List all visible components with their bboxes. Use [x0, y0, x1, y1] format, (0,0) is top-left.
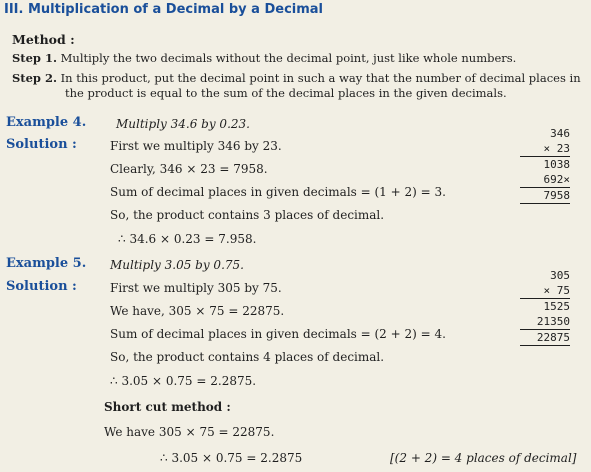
shortcut-line-2: ∴ 3.05 × 0.75 = 2.2875 [160, 451, 303, 465]
example-4-work-4: 692× [543, 173, 570, 186]
example-4-line-3: Sum of decimal places in given decimals = (1 + 2) = 3. [110, 185, 446, 199]
step-1-label: Step 1. [12, 51, 57, 65]
example-5-line-1: First we multiply 305 by 75. [110, 281, 282, 295]
example-5-solution-label: Solution : [6, 279, 77, 294]
example-5-label: Example 5. [6, 256, 87, 271]
example-4-work-2: × 23 [543, 142, 570, 155]
example-5-work-3: 1525 [520, 298, 570, 314]
example-4-line-5: ∴ 34.6 × 0.23 = 7.958. [118, 232, 257, 246]
example-4-label: Example 4. [6, 115, 87, 130]
step-2-label: Step 2. [12, 71, 57, 85]
method-label: Method : [12, 32, 75, 47]
example-5-working [520, 268, 570, 346]
example-5-work-4: 21350 [536, 315, 570, 328]
example-4-line-4: So, the product contains 3 places of decimal. [110, 208, 385, 222]
example-5-title: Multiply 3.05 by 0.75. [110, 258, 244, 272]
shortcut-note: [(2 + 2) = 4 places of decimal] [390, 451, 577, 465]
example-5-line-3: Sum of decimal places in given decimals = (2 + 2) = 4. [110, 327, 446, 341]
step-2 [12, 71, 581, 85]
example-4-working [520, 126, 570, 204]
example-4-title: Multiply 34.6 by 0.23. [116, 117, 250, 131]
example-5-line-4: So, the product contains 4 places of decimal. [110, 350, 385, 364]
section-heading: III. Multiplication of a Decimal by a Decimal [4, 2, 324, 17]
example-5-work-5: 22875 [520, 329, 570, 346]
example-4-line-1: First we multiply 346 by 23. [110, 139, 282, 153]
example-4-work-3: 1038 [520, 156, 570, 172]
step-2-continued: the product is equal to the sum of the decimal places in the given decimals. [65, 86, 507, 100]
shortcut-title: Short cut method : [104, 400, 231, 414]
step-1-text: Multiply the two decimals without the decimal point, just like whole numbers. [60, 51, 517, 65]
step-1 [12, 51, 516, 65]
example-4-line-2: Clearly, 346 × 23 = 7958. [110, 162, 268, 176]
example-5-work-1: 305 [550, 269, 570, 282]
example-4-work-1: 346 [550, 127, 570, 140]
shortcut-line-1: We have 305 × 75 = 22875. [104, 425, 275, 439]
example-4-work-5: 7958 [520, 187, 570, 204]
example-5-work-2: × 75 [543, 284, 570, 297]
example-5-line-5: ∴ 3.05 × 0.75 = 2.2875. [110, 374, 257, 388]
example-5-line-2: We have, 305 × 75 = 22875. [110, 304, 285, 318]
example-4-solution-label: Solution : [6, 137, 77, 152]
step-2-text: In this product, put the decimal point in such a way that the number of decimal places in [60, 71, 581, 85]
